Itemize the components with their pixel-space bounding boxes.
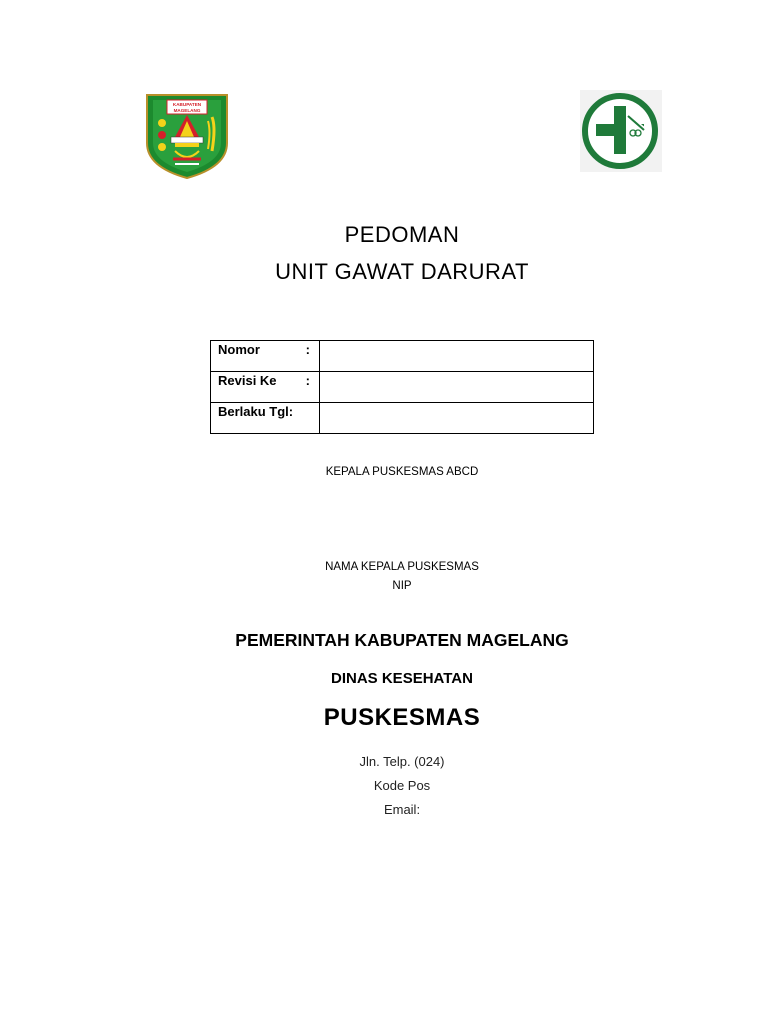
revisi-label: Revisi Ke xyxy=(218,373,277,388)
revisi-value xyxy=(320,372,594,403)
signature-name: NAMA KEPALA PUSKESMAS xyxy=(325,561,479,573)
office-name: DINAS KESEHATAN xyxy=(331,670,473,687)
berlaku-label: Berlaku Tgl: xyxy=(218,404,294,419)
government-name: PEMERINTAH KABUPATEN MAGELANG xyxy=(235,630,569,650)
nomor-colon: : xyxy=(305,342,310,357)
table-row xyxy=(211,372,594,403)
address-postal: Kode Pos xyxy=(373,778,431,793)
nomor-value xyxy=(320,341,594,372)
address-street: Jln. Telp. (024) xyxy=(359,754,445,769)
signature-position: KEPALA PUSKESMAS ABCD xyxy=(325,466,479,478)
revisi-colon: : xyxy=(305,373,310,388)
nomor-label: Nomor xyxy=(218,342,260,357)
table-row xyxy=(211,403,594,434)
berlaku-value xyxy=(320,403,594,434)
title-line-2: UNIT GAWAT DARURAT xyxy=(275,259,529,284)
signature-nip: NIP xyxy=(392,580,412,592)
emblem-text-magelang: MAGELANG xyxy=(173,108,201,113)
emblem-text-kabupaten: KABUPATEN xyxy=(172,102,202,107)
title-line-1: PEDOMAN xyxy=(344,222,460,247)
document-info-table xyxy=(210,340,594,434)
institution-name: PUSKESMAS xyxy=(323,704,481,731)
table-row xyxy=(211,341,594,372)
kabupaten-magelang-emblem xyxy=(145,93,229,180)
puskesmas-logo xyxy=(580,90,662,172)
address-email: Email: xyxy=(383,802,421,817)
